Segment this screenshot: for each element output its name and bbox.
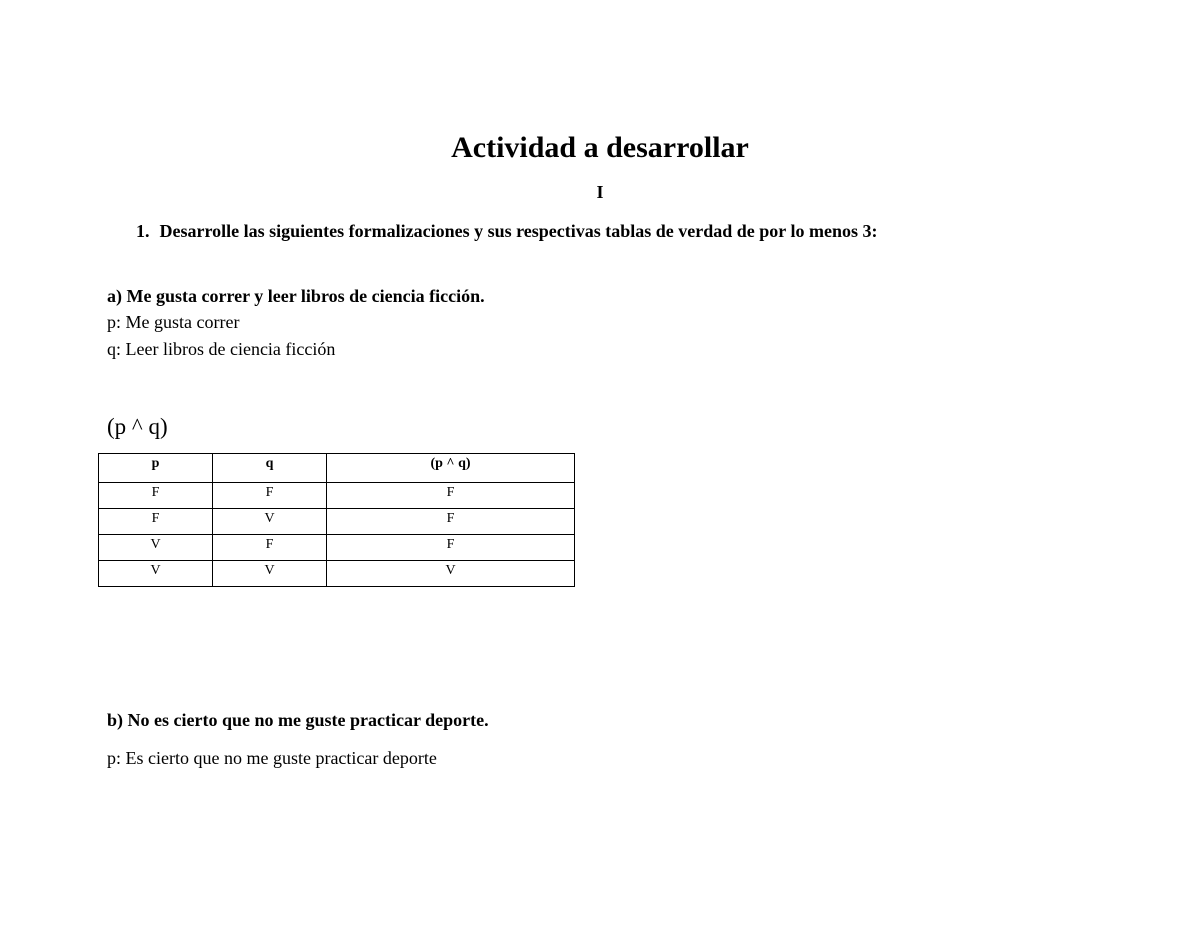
cell-q: F <box>213 483 327 509</box>
truth-table-header <box>99 454 575 483</box>
truth-table <box>98 453 575 587</box>
part-b-statement-text: No es cierto que no me guste practicar deporte. <box>127 710 489 730</box>
section-number: I <box>596 182 604 202</box>
part-b-statement <box>107 708 489 732</box>
document-title: Actividad a desarrollar <box>451 131 749 164</box>
part-a-label: a) <box>107 286 122 306</box>
cell-q: F <box>213 535 327 561</box>
part-a-q-definition: q: Leer libros de ciencia ficción <box>107 339 336 359</box>
part-a-statement <box>107 284 485 308</box>
header-q: q <box>213 454 327 483</box>
cell-result: F <box>327 535 575 561</box>
cell-p: V <box>99 561 213 587</box>
header-p-and-q: (p ^ q) <box>327 454 575 483</box>
table-row <box>99 483 575 509</box>
cell-result: F <box>327 509 575 535</box>
instruction-text: Desarrolle las siguientes formalizaciones y sus respectivas tablas de verdad de por lo menos 3: <box>159 221 878 241</box>
table-row <box>99 509 575 535</box>
part-a-expression: (p ^ q) <box>107 414 168 439</box>
instruction-item <box>136 219 877 243</box>
instruction-number: 1. <box>136 221 150 241</box>
part-b-p-definition: p: Es cierto que no me guste practicar deporte <box>107 748 437 768</box>
part-a-statement-text: Me gusta correr y leer libros de ciencia ficción. <box>126 286 485 306</box>
cell-p: F <box>99 483 213 509</box>
cell-q: V <box>213 561 327 587</box>
cell-result: F <box>327 483 575 509</box>
table-row <box>99 561 575 587</box>
header-p: p <box>99 454 213 483</box>
cell-q: V <box>213 509 327 535</box>
table-row <box>99 535 575 561</box>
part-a-p-definition: p: Me gusta correr <box>107 312 240 332</box>
cell-p: V <box>99 535 213 561</box>
cell-p: F <box>99 509 213 535</box>
part-b-label: b) <box>107 710 124 730</box>
cell-result: V <box>327 561 575 587</box>
